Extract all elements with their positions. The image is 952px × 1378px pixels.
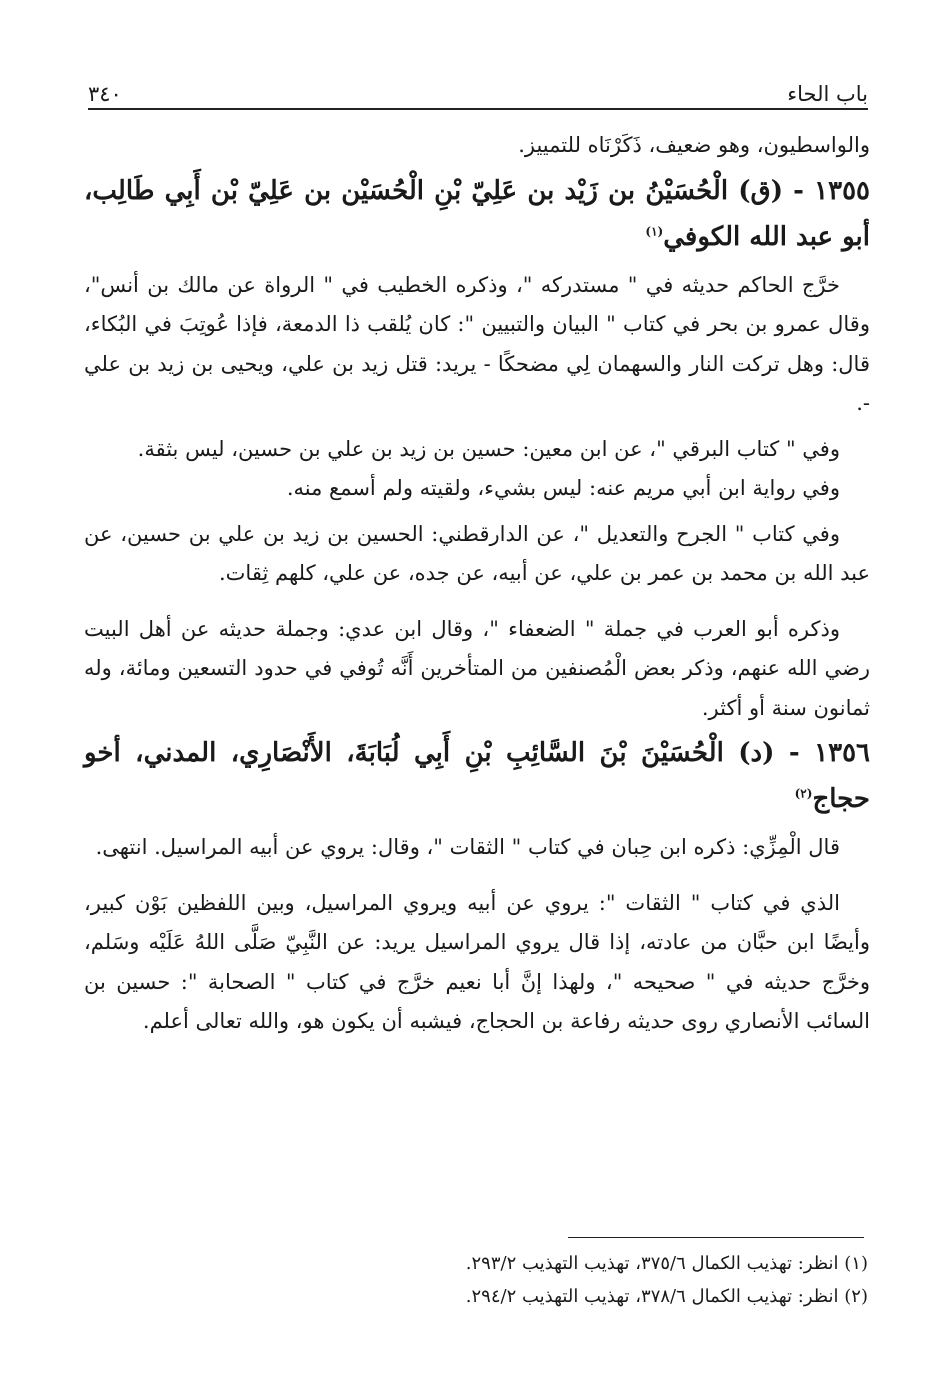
header-rule [88, 108, 868, 110]
footnote: (٢) انظر: تهذيب الكمال ٣٧٨/٦، تهذيب التهذيب ٢٩٤/٢. [465, 1286, 868, 1307]
page-header [88, 66, 868, 106]
footnote-ref: (١) [645, 223, 664, 238]
page-body [84, 126, 870, 1042]
footnotes [88, 1247, 868, 1313]
paragraph: وفي رواية ابن أبي مريم عنه: ليس بشيء، ولقيته ولم أسمع منه. [286, 476, 840, 500]
paragraph: خرَّج الحاكم حديثه في " مستدركه "، وذكره الخطيب في " الرواة عن مالك بن أنس"، وقال عمرو بن بحر في كتاب " البيان والتبيين ": كان يُلقب ذا الدمعة، فإذا عُوتِبَ في البُكاء، قال: وهل تركت النار والسهمان لِي مضحكًا - يريد: قتل زيد بن علي، ويحيى بن زيد بن علي -. [84, 272, 870, 415]
page-number: ٣٤٠ [88, 82, 122, 106]
entry-title: - (ق) الْحُسَيْنُ بن زَيْد بن عَلِيّ بْنِ الْحُسَيْن بن عَلِيّ بْن أَبِي طَالِب، أبو عبد الله الكوفي [84, 175, 870, 252]
running-title: باب الحاء [787, 82, 868, 106]
entry-title: - (د) الْحُسَيْنَ بْنَ السَّائِبِ بْنِ أَبِي لُبَابَةَ، الأَنْصَارِي، المدني، أخو حجاج [84, 738, 870, 814]
paragraph: الذي في كتاب " الثقات ": يروي عن أبيه ويروي المراسيل، وبين اللفظين بَوْن كبير، وأيضًا ابن حبَّان من عادته، إذا قال يروي المراسيل يريد: عن النَّبِيّ صَلَّى اللهُ عَلَيْه وسَلم، وخرَّج حديثه في " صحيحه "، ولهذا إنَّ أبا نعيم خرَّج في كتاب " الصحابة ": حسين بن السائب الأنصاري روى حديثه رفاعة بن الحجاج، فيشبه أن يكون هو، والله تعالى أعلم. [84, 890, 870, 1033]
paragraph-continuation: والواسطيون، وهو ضعيف، ذَكَرْنَاه للتمييز. [518, 133, 870, 157]
paragraph: وفي كتاب " الجرح والتعديل "، عن الدارقطني: الحسين بن زيد بن علي بن حسين، عن عبد الله بن محمد بن عمر بن علي، عن أبيه، عن جده، عن علي، كلهم ثِقات. [84, 521, 870, 585]
entry-heading-1356 [84, 730, 870, 822]
footnote: (١) انظر: تهذيب الكمال ٣٧٥/٦، تهذيب التهذيب ٢٩٣/٢. [465, 1253, 868, 1274]
footnote-rule [568, 1237, 864, 1238]
entry-heading-1355 [84, 168, 870, 260]
footnote-ref: (٢) [794, 786, 813, 801]
paragraph: قال الْمِزِّي: ذكره ابن حِبان في كتاب " الثقات "، وقال: يروي عن أبيه المراسيل. انتهى. [95, 835, 840, 859]
entry-number: ١٣٥٥ [814, 175, 870, 206]
paragraph: وذكره أبو العرب في جملة " الضعفاء "، وقال ابن عدي: وجملة حديثه عن أهل البيت رضي الله عنهم، وذكر بعض الْمُصنفين من المتأخرين أَنَّه تُوفي في حدود التسعين ومائة، وله ثمانون سنة أو أكثر. [84, 616, 870, 720]
paragraph: وفي " كتاب البرقي "، عن ابن معين: حسين بن زيد بن علي بن حسين، ليس بثقة. [137, 436, 840, 461]
entry-number: ١٣٥٦ [814, 738, 870, 768]
